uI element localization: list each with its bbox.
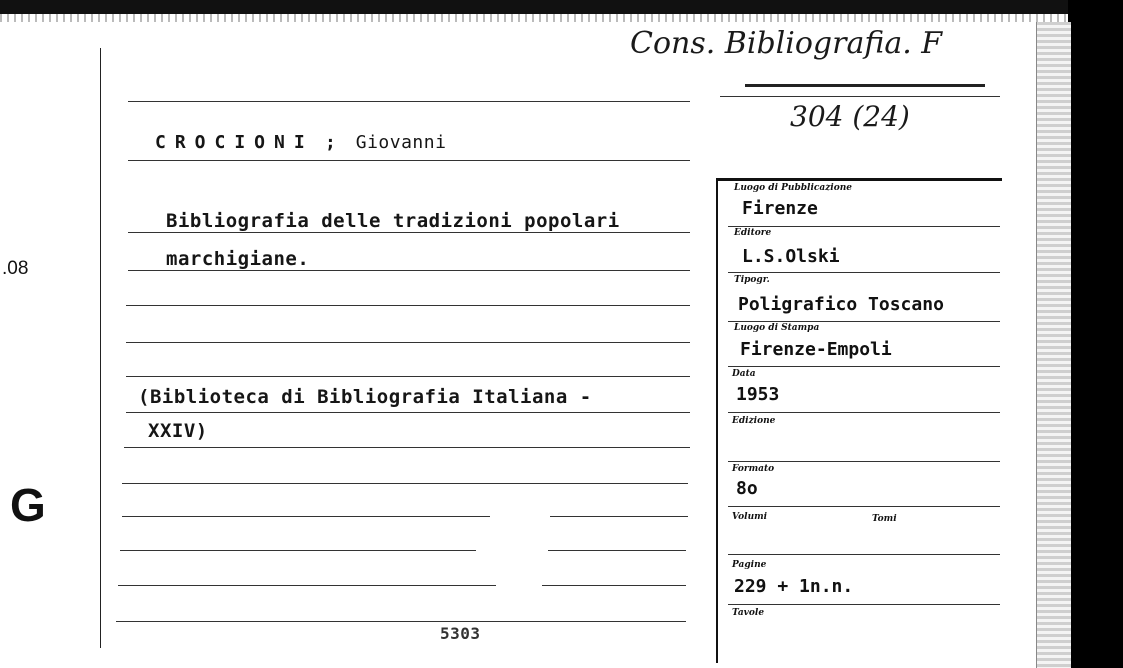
author-line: [155, 132, 446, 153]
field-value-format: 8o: [736, 478, 758, 499]
title-line-2: marchigiane.: [166, 248, 310, 270]
field-value-pages: 229 + 1n.n.: [734, 576, 854, 597]
rule: [728, 226, 1000, 227]
rule: [124, 447, 690, 448]
field-label-plates: Tavole: [732, 608, 765, 618]
margin-letter: G: [10, 479, 46, 531]
author-given-name: Giovanni: [355, 132, 447, 153]
scan-top-texture: [0, 14, 1123, 22]
rule: [728, 321, 1000, 322]
rule: [126, 305, 690, 306]
rule: [122, 483, 688, 484]
field-value-date: 1953: [736, 384, 780, 405]
title-line-1: Bibliografia delle tradizioni popolari: [166, 210, 620, 232]
author-surname: CROCIONI: [155, 132, 314, 153]
field-label-place-of-publication: Luogo di Pubblicazione: [734, 183, 852, 193]
field-label-publisher: Editore: [734, 228, 772, 238]
field-label-pages: Pagine: [732, 560, 767, 570]
rule: [126, 412, 690, 413]
field-label-printer: Tipogr.: [734, 275, 770, 285]
rule: [728, 412, 1000, 413]
margin-number: .08: [2, 258, 29, 279]
field-label-place-of-printing: Luogo di Stampa: [734, 323, 820, 333]
field-label-format: Formato: [732, 464, 775, 474]
field-value-place-of-printing: Firenze-Empoli: [740, 339, 892, 360]
field-value-publisher: L.S.Olski: [742, 246, 840, 267]
series-line-2: XXIV): [148, 420, 208, 442]
rule: [128, 160, 690, 161]
card-left-border: [100, 48, 101, 648]
rule: [128, 232, 690, 233]
field-value-printer: Poligrafico Toscano: [738, 294, 944, 315]
field-label-tomes: Tomi: [872, 514, 897, 524]
field-label-edition: Edizione: [732, 416, 776, 426]
series-line-1: (Biblioteca di Bibliografia Italiana -: [138, 386, 592, 408]
rule: [728, 461, 1000, 462]
rule: [728, 366, 1000, 367]
rule: [548, 550, 686, 551]
scan-right-edge: [1068, 0, 1123, 668]
handwritten-classification: Cons. Bibliografia. F: [630, 26, 943, 61]
handwritten-shelfmark: 304 (24): [790, 100, 910, 133]
footer-mark: 5303: [440, 624, 481, 643]
rule: [126, 342, 690, 343]
author-separator: ;: [325, 132, 337, 153]
rule: [126, 376, 690, 377]
rule: [128, 101, 690, 102]
field-value-place-of-publication: Firenze: [742, 198, 818, 219]
field-label-volumes: Volumi: [732, 512, 768, 522]
rule: [728, 604, 1000, 605]
rule: [116, 621, 686, 622]
rule: [728, 272, 1000, 273]
card-stack-edge: [1036, 22, 1071, 668]
heading-rule-right: [720, 96, 1000, 97]
rule: [728, 554, 1000, 555]
rule: [542, 585, 686, 586]
rule: [120, 550, 476, 551]
field-label-date: Data: [732, 369, 756, 379]
rule: [728, 506, 1000, 507]
rule: [118, 585, 496, 586]
rule: [550, 516, 688, 517]
publication-data-box: [718, 178, 1000, 658]
rule: [128, 270, 690, 271]
strikethrough-note: [745, 84, 985, 87]
rule: [122, 516, 490, 517]
scan-top-edge: [0, 0, 1123, 14]
